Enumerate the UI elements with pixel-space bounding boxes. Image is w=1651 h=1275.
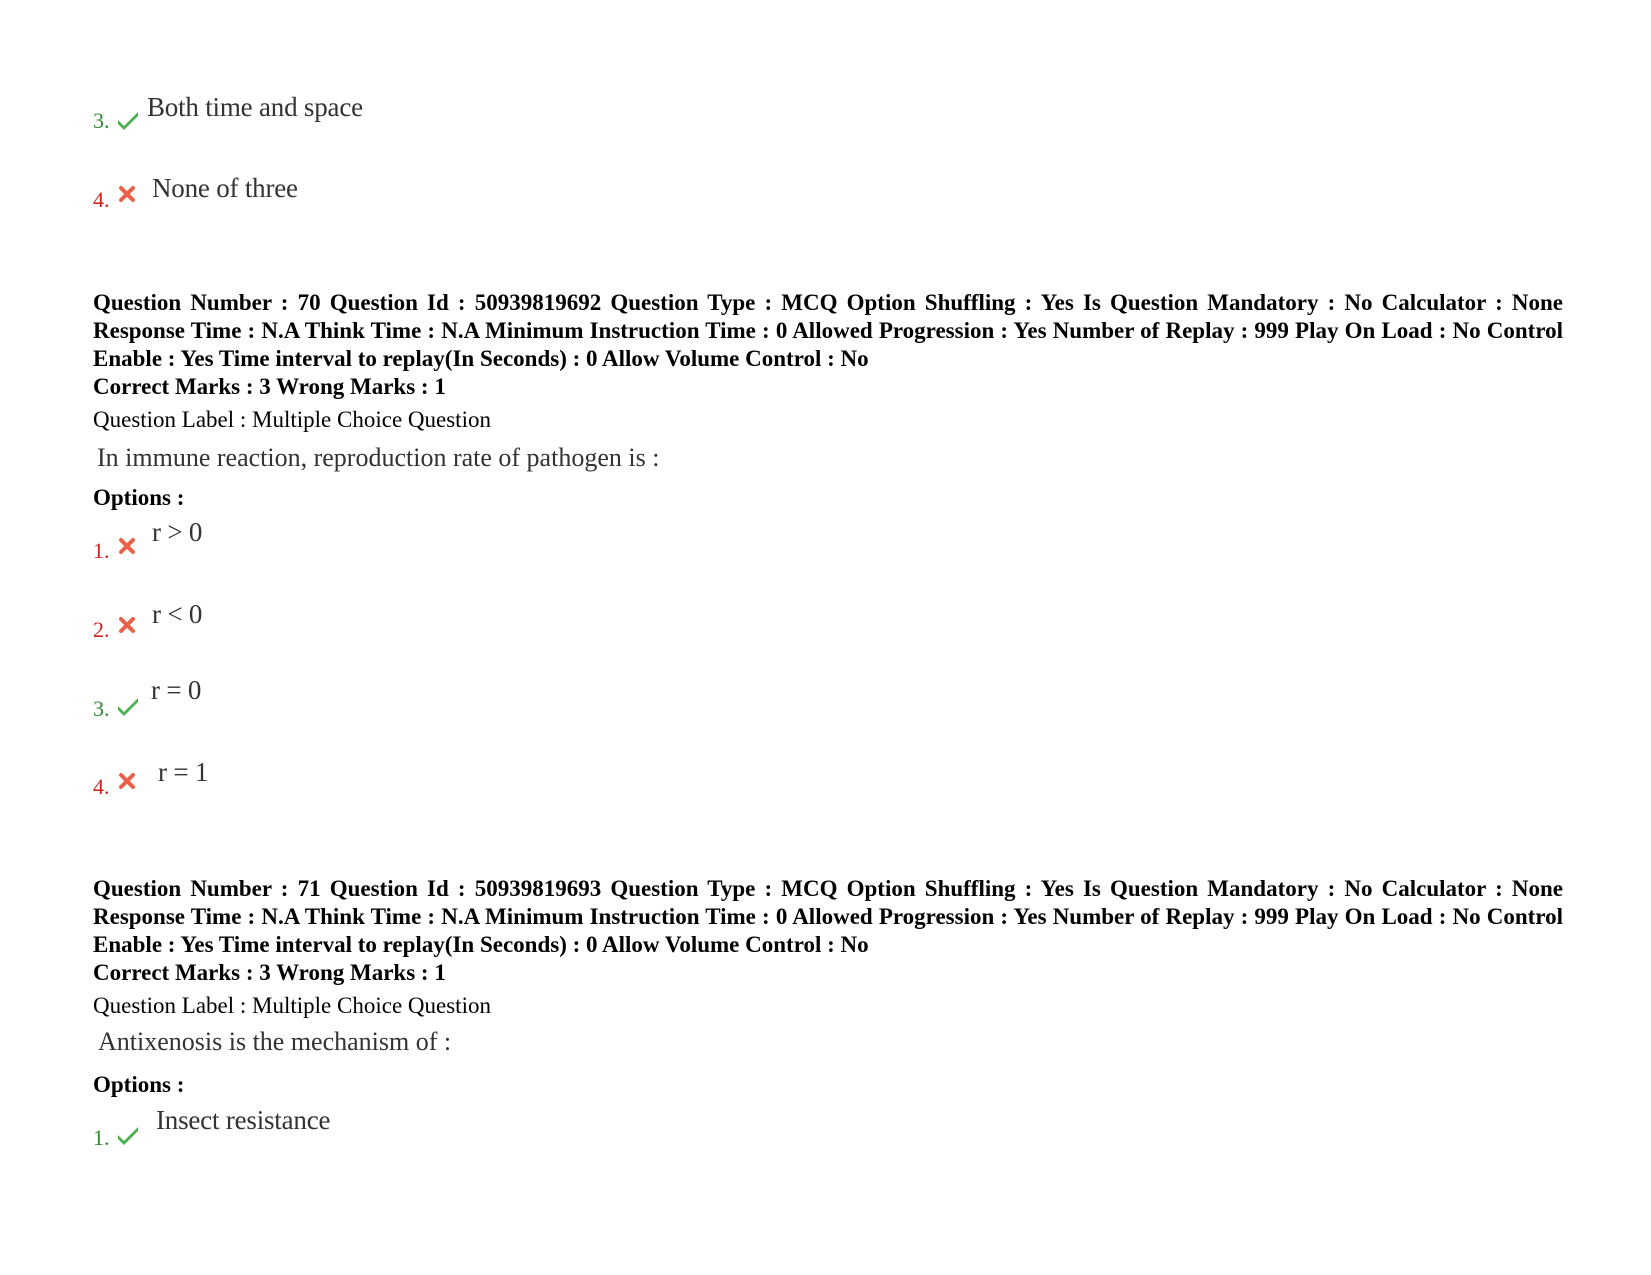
cross-icon — [118, 185, 136, 203]
option-text: r = 1 — [158, 757, 209, 787]
check-icon — [116, 108, 140, 130]
question-stem: Antixenosis is the mechanism of : — [98, 1027, 452, 1056]
option-number: 3. — [93, 108, 110, 133]
options-heading: Options : — [93, 485, 185, 510]
cross-icon — [118, 616, 136, 634]
option-text: r = 0 — [151, 675, 202, 705]
option-number: 4. — [93, 187, 110, 212]
cross-icon — [118, 537, 136, 555]
question-meta: Question Number : 70 Question Id : 50939819692 Question Type : MCQ Option Shuffling : Yes Is Question Mandatory : No Calculator : None Response Time : N.A Think Time : N.A Minimum Instruction Time : 0 Allowed Progression : Yes Number of Replay : 999 Play On Load : No Control Enable : Yes Time interval to replay(In Seconds) : 0 Allow Volume Control : No — [93, 290, 1563, 371]
option-number: 4. — [93, 774, 110, 799]
option-number: 1. — [93, 1125, 110, 1150]
option-text: Insect resistance — [156, 1105, 331, 1135]
option-text: r > 0 — [152, 517, 203, 547]
question-stem: In immune reaction, reproduction rate of pathogen is : — [97, 443, 660, 472]
options-heading: Options : — [93, 1072, 185, 1097]
check-icon — [116, 694, 140, 716]
cross-icon — [118, 772, 136, 790]
option-number: 3. — [93, 696, 110, 721]
option-number: 2. — [93, 617, 110, 642]
question-marks: Correct Marks : 3 Wrong Marks : 1 — [93, 374, 446, 399]
question-meta: Question Number : 71 Question Id : 50939819693 Question Type : MCQ Option Shuffling : Yes Is Question Mandatory : No Calculator : None Response Time : N.A Think Time : N.A Minimum Instruction Time : 0 Allowed Progression : Yes Number of Replay : 999 Play On Load : No Control Enable : Yes Time interval to replay(In Seconds) : 0 Allow Volume Control : No — [93, 876, 1563, 957]
check-icon — [116, 1123, 140, 1145]
option-text: None of three — [152, 173, 298, 203]
question-label: Question Label : Multiple Choice Question — [93, 407, 491, 432]
option-text: Both time and space — [147, 92, 363, 122]
option-number: 1. — [93, 538, 110, 563]
question-marks: Correct Marks : 3 Wrong Marks : 1 — [93, 960, 446, 985]
option-text: r < 0 — [152, 599, 203, 629]
question-label: Question Label : Multiple Choice Question — [93, 993, 491, 1018]
